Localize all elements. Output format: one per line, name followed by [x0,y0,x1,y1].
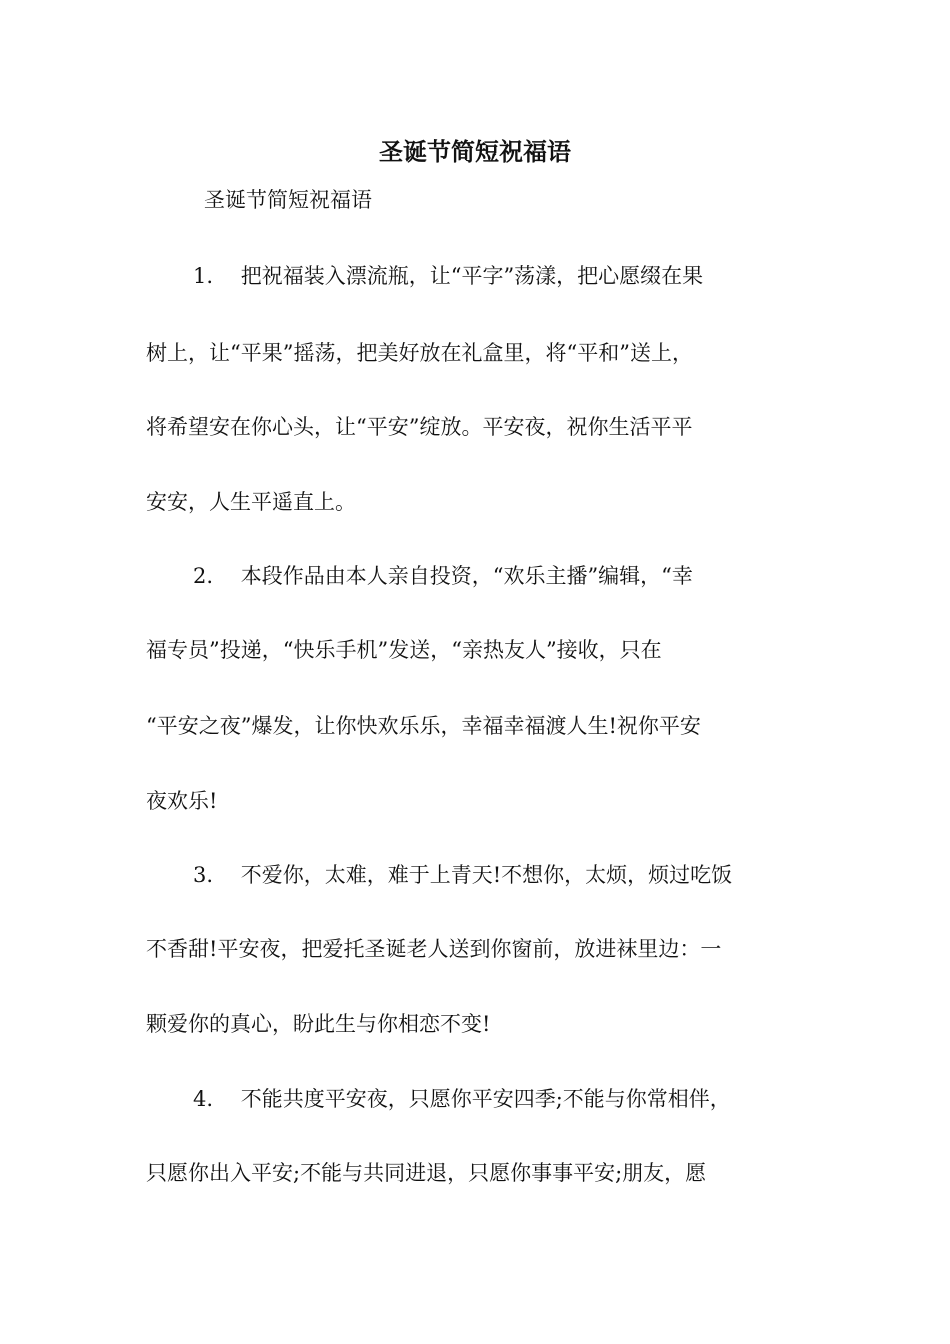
paragraph-1-line-2: 树上，让“平果”摇荡，把美好放在礼盒里，将“平和”送上， [146,341,693,365]
paragraph-3-line-3: 颗爱你的真心，盼此生与你相恋不变! [146,1012,491,1036]
paragraph-1-line-1: 1. 把祝福装入漂流瓶，让“平字”荡漾，把心愿缀在果 [193,264,704,288]
document-title: 圣诞节简短祝福语 [379,137,571,166]
paragraph-3-line-1: 3. 不爱你，太难，难于上青天!不想你，太烦，烦过吃饭 [193,863,733,887]
paragraph-2-line-4: 夜欢乐! [146,789,218,813]
paragraph-2-line-2: 福专员”投递，“快乐手机”发送，“亲热友人”接收，只在 [146,638,662,662]
paragraph-3-line-2: 不香甜!平安夜，把爱托圣诞老人送到你窗前，放进袜里边：一 [146,937,722,961]
paragraph-1-line-4: 安安，人生平遥直上。 [146,490,356,514]
paragraph-1-line-3: 将希望安在你心头，让“平安”绽放。平安夜，祝你生活平平 [146,415,693,439]
paragraph-2-line-3: “平安之夜”爆发，让你快欢乐乐，幸福幸福渡人生!祝你平安 [146,714,701,738]
paragraph-2-line-1: 2. 本段作品由本人亲自投资，“欢乐主播”编辑，“幸 [193,564,693,588]
paragraph-4-line-2: 只愿你出入平安;不能与共同进退，只愿你事事平安;朋友，愿 [146,1161,707,1185]
paragraph-4-line-1: 4. 不能共度平安夜，只愿你平安四季;不能与你常相伴， [193,1087,731,1111]
document-subtitle: 圣诞节简短祝福语 [204,188,372,212]
